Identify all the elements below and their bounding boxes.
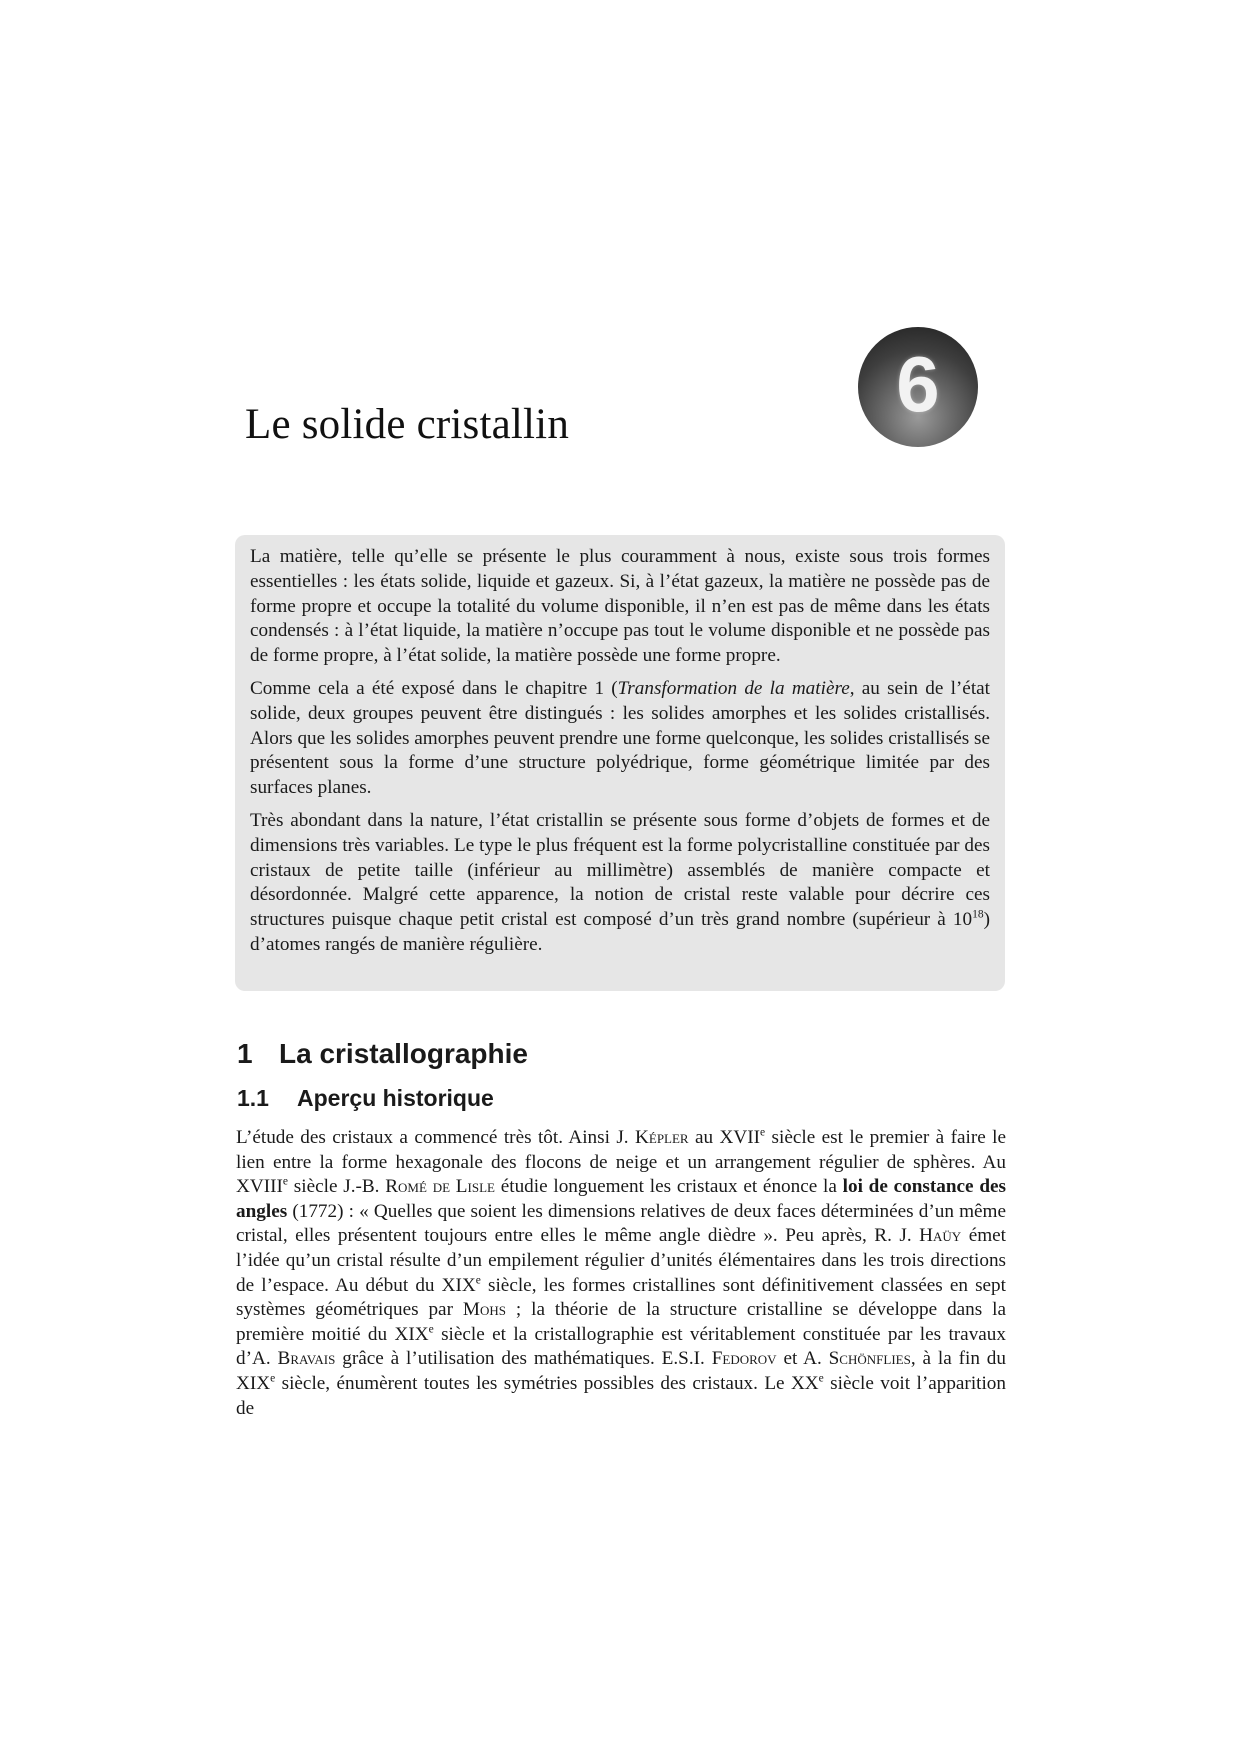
- intro-paragraph-2: Comme cela a été exposé dans le chapitre 1 (Transformation de la matière, au sein de l’état solide, deux groupes peuvent être distingués : les solides amorphes et les solides cristallisés. Alors que les solides amorphes peuvent prendre une forme quelconque, les solides cristallisés se présentent sous la forme d’une structure polyédrique, forme géométrique limitée par des surfaces planes.: [250, 677, 991, 799]
- subsection-heading: [237, 1085, 494, 1112]
- intro-paragraph-3: Très abondant dans la nature, l’état cristallin se présente sous forme d’objets de formes et de dimensions très variables. Le type le plus fréquent est la forme polycristalline constituée par des cristaux de petite taille (inférieur au millimètre) assemblés de manière compacte et désordonnée. Malgré cette apparence, la notion de cristal reste valable pour décrire ces structures puisque chaque petit cristal est composé d’un très grand nombre (supérieur à $10^{18}$) d’atomes rangés de manière régulière.: [250, 809, 990, 955]
- section-heading: [237, 1038, 528, 1070]
- chapter-intro-box: [235, 535, 1005, 991]
- author-name: Képler: [635, 1127, 689, 1148]
- chapter-reference: Transformation de la matière: [617, 677, 850, 699]
- author-name: Haüy: [919, 1225, 962, 1247]
- subsection-title: Aperçu historique: [297, 1085, 494, 1111]
- section-title: La cristallographie: [279, 1038, 528, 1069]
- law-name: loi de constance des angles: [236, 1176, 1006, 1222]
- chapter-number: 6: [896, 340, 940, 428]
- author-name: Fedorov: [711, 1348, 777, 1370]
- intro-paragraph-1: La matière, telle qu’elle se présente le plus couramment à nous, existe sous trois formes essentielles : les états solide, liquide et gazeux. Si, à l’état gazeux, la matière ne possède pas de forme propre et occupe la totalité du volume disponible, il n’en est pas de même dans les états condensés : à l’état liquide, la matière n’occupe pas tout le volume disponible et ne possède pas de forme propre, à l’état solide, la matière possède une forme propre.: [250, 546, 990, 667]
- exponent: 18: [972, 908, 984, 921]
- subsection-number: 1.1: [237, 1085, 269, 1111]
- body-paragraph: L’étude des cristaux a commencé très tôt. Ainsi J. Képler au XVIIe siècle est le premier à faire le lien entre la forme hexagonale des flocons de neige et un arrangement régulier de sphères. Au XVIIIe siècle J.-B. Romé de Lisle étudie longuement les cristaux et énonce la loi de constance des angles (1772) : « Quelles que soient les dimensions relatives de deux faces déterminées d’un même cristal, elles présentent toujours entre elles le même angle dièdre ». Peu après, R. J. Haüy émet l’idée qu’un cristal résulte d’un empilement régulier d’unités élémentaires dans les trois directions de l’espace. Au début du XIXe siècle, les formes cristallines sont définitivement classées en sept systèmes géométriques par Mohs ; la théorie de la structure cristalline se développe dans la première moitié du XIXe siècle et la cristallographie est véritablement constituée par les travaux d’A. Bravais grâce à l’utilisation des mathématiques. E.S.I. Fedorov et A. Schönflies, à la fin du XIXe siècle, énumèrent toutes les symétries possibles des cristaux. Le XXe siècle voit l’apparition de: [236, 1126, 1007, 1419]
- author-name: Mohs: [462, 1299, 506, 1321]
- section-number: 1: [237, 1038, 253, 1069]
- chapter-title: Le solide cristallin: [245, 401, 570, 448]
- author-name: Romé de Lisle: [385, 1176, 495, 1198]
- author-name: Schönflies: [828, 1348, 911, 1370]
- chapter-number-badge: [858, 327, 978, 447]
- author-name: Bravais: [277, 1348, 336, 1370]
